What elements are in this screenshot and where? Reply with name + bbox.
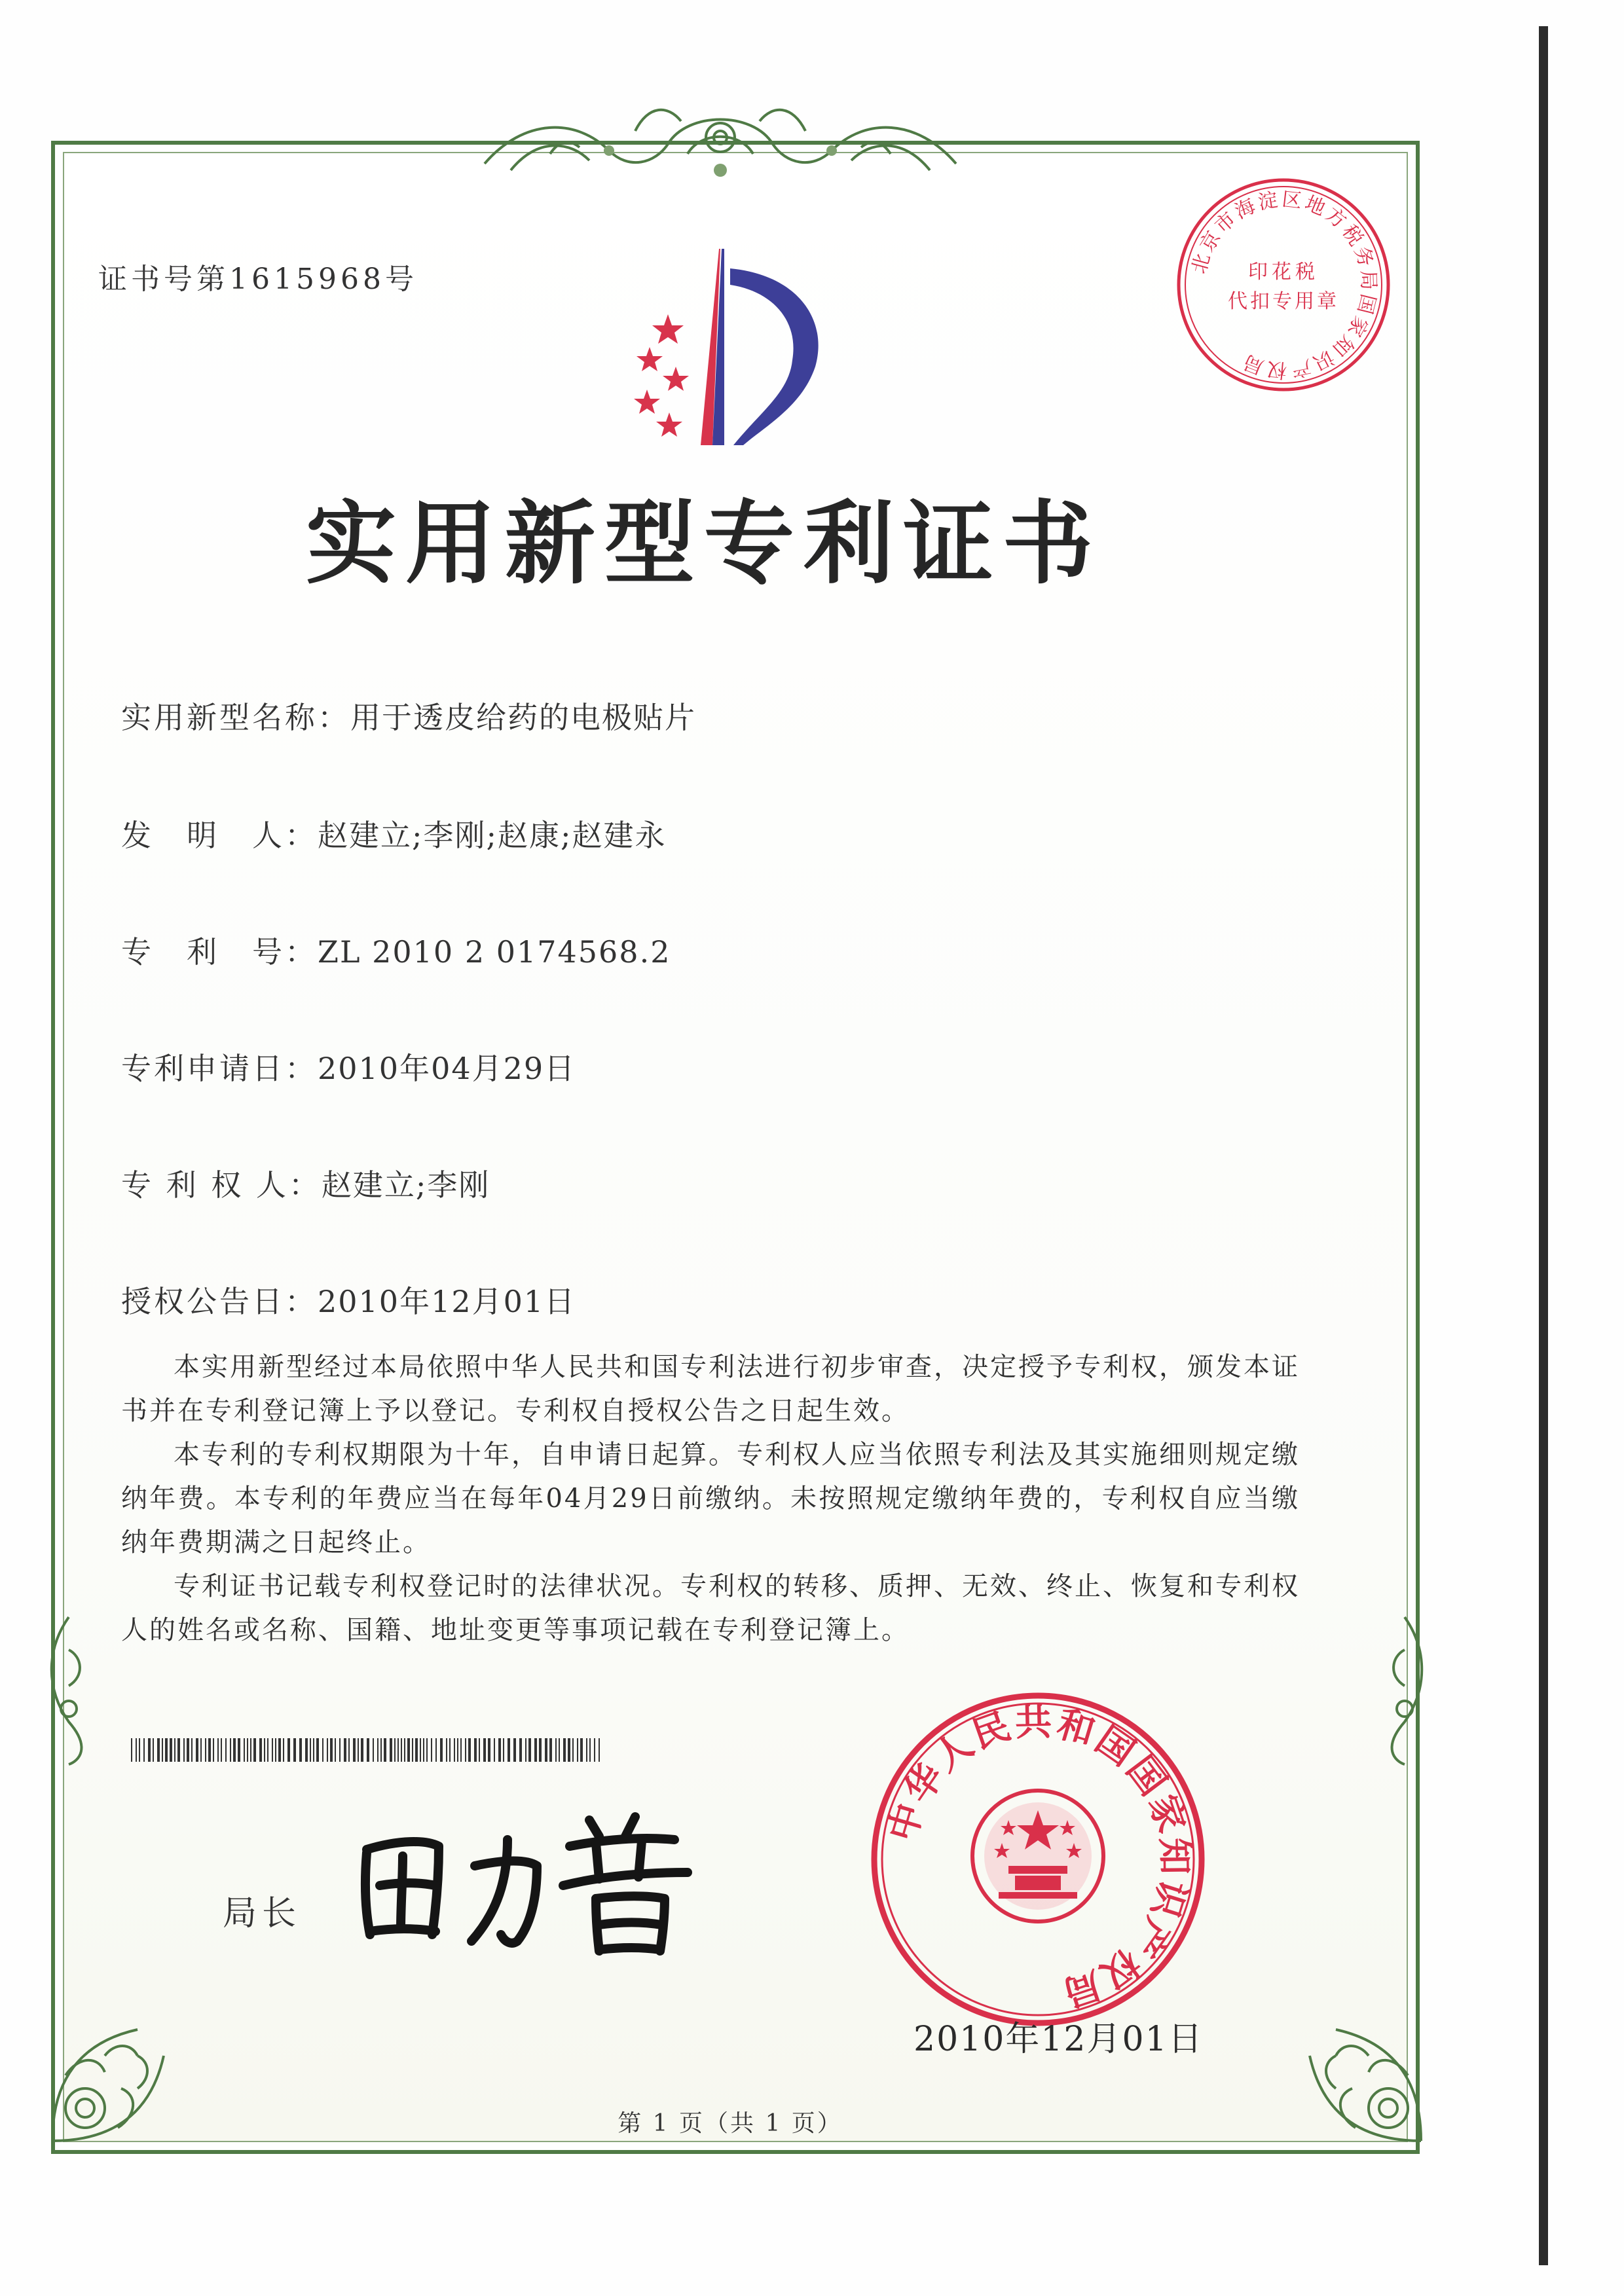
barcode-bar bbox=[589, 1738, 591, 1762]
barcode-bar bbox=[449, 1738, 451, 1762]
field-value: 用于透皮给药的电极贴片 bbox=[350, 700, 696, 735]
barcode-bar bbox=[494, 1738, 495, 1762]
barcode-bar bbox=[468, 1738, 471, 1762]
barcode-bar bbox=[377, 1738, 378, 1762]
barcode-bar bbox=[139, 1738, 140, 1762]
top-ornament-icon bbox=[471, 92, 969, 190]
barcode-bar bbox=[305, 1738, 308, 1762]
barcode-bar bbox=[457, 1738, 458, 1762]
barcode-bar bbox=[213, 1738, 214, 1762]
barcode-bar bbox=[327, 1738, 328, 1762]
barcode-bar bbox=[267, 1738, 268, 1762]
barcode-bar bbox=[519, 1738, 522, 1762]
barcode-bar bbox=[465, 1738, 466, 1762]
barcode-bar bbox=[339, 1738, 341, 1762]
barcode-bar bbox=[157, 1738, 160, 1762]
barcode-bar bbox=[507, 1738, 510, 1762]
field-label: 发 明 人： bbox=[121, 818, 318, 853]
tax-seal-stamp bbox=[1172, 173, 1395, 396]
barcode-bar bbox=[264, 1738, 265, 1762]
barcode-bar bbox=[283, 1738, 284, 1762]
tax-seal-ring-text: 北京市海淀区地方税务局国家知识产权局 bbox=[1187, 188, 1380, 382]
body-paragraph: 本实用新型经过本局依照中华人民共和国专利法进行初步审查，决定授予专利权，颁发本证书并在专利登记簿上予以登记。专利权自授权公告之日起生效。 bbox=[121, 1352, 1300, 1426]
barcode-bar bbox=[247, 1738, 248, 1762]
svg-text:北京市海淀区地方税务局国家知识产权局 bbox=[1188, 188, 1380, 382]
barcode-bar bbox=[435, 1738, 437, 1762]
barcode-bar bbox=[563, 1738, 566, 1762]
barcode-bar bbox=[594, 1738, 595, 1762]
office-seal-ring-text: 中华人民共和国国家知识产权局 bbox=[880, 1700, 1197, 2016]
barcode-bar bbox=[479, 1738, 480, 1762]
certificate-number: 证书号第1615968号 bbox=[98, 263, 418, 296]
barcode-bar bbox=[423, 1738, 424, 1762]
certificate-title: 实用新型专利证书 bbox=[305, 490, 1102, 596]
barcode-bar bbox=[407, 1738, 410, 1762]
barcode-bar bbox=[221, 1738, 222, 1762]
field-value: ZL 2010 2 0174568.2 bbox=[318, 934, 671, 970]
barcode-bar bbox=[196, 1738, 198, 1762]
patent-office-seal-stamp bbox=[868, 1689, 1208, 2030]
barcode-bar bbox=[353, 1738, 356, 1762]
body-paragraph: 专利证书记载专利权登记时的法律状况。专利权的转移、质押、无效、终止、恢复和专利权人的姓名或名称、国籍、地址变更等事项记载在专利登记簿上。 bbox=[121, 1571, 1300, 1645]
barcode-bar bbox=[549, 1738, 552, 1762]
barcode-bar bbox=[278, 1738, 281, 1762]
barcode-bar bbox=[259, 1738, 262, 1762]
tax-seal-center-text-2: 代扣专用章 bbox=[1228, 290, 1339, 313]
field-label: 专 利 权 人： bbox=[121, 1167, 322, 1203]
barcode-bar bbox=[272, 1738, 273, 1762]
barcode-bar bbox=[446, 1738, 447, 1762]
barcode-bar bbox=[293, 1738, 296, 1762]
barcode-bar bbox=[474, 1738, 477, 1762]
side-ornament-icon bbox=[1375, 1611, 1434, 1768]
field-utility-model-name bbox=[121, 694, 696, 737]
issue-date: 2010年12月01日 bbox=[913, 2020, 1204, 2059]
barcode-bar bbox=[367, 1738, 369, 1762]
page-number: 第 1 页（共 1 页） bbox=[618, 2110, 843, 2137]
field-label: 专利申请日： bbox=[121, 1051, 318, 1086]
barcode-bar bbox=[230, 1738, 231, 1762]
field-value: 赵建立;李刚;赵康;赵建永 bbox=[318, 818, 667, 853]
barcode-bar bbox=[394, 1738, 396, 1762]
barcode bbox=[131, 1738, 602, 1762]
director-signature bbox=[341, 1794, 707, 1964]
barcode-bar bbox=[177, 1738, 180, 1762]
barcode-bar bbox=[580, 1738, 583, 1762]
barcode-bar bbox=[401, 1738, 402, 1762]
barcode-bar bbox=[545, 1738, 547, 1762]
barcode-bar bbox=[568, 1738, 570, 1762]
tax-seal-center-text: 印花税 bbox=[1248, 261, 1319, 283]
barcode-bar bbox=[525, 1738, 526, 1762]
field-value: 2010年04月29日 bbox=[318, 1051, 576, 1086]
barcode-bar bbox=[170, 1738, 172, 1762]
certificate-body bbox=[121, 1345, 1300, 1652]
field-filing-date bbox=[121, 1045, 576, 1088]
director-label: 局长 bbox=[223, 1894, 302, 1933]
barcode-bar bbox=[287, 1738, 290, 1762]
barcode-bar bbox=[384, 1738, 386, 1762]
barcode-bar bbox=[426, 1738, 428, 1762]
barcode-bar bbox=[162, 1738, 163, 1762]
field-label: 专 利 号： bbox=[121, 934, 318, 970]
patent-office-logo-icon bbox=[602, 249, 851, 458]
barcode-bar bbox=[253, 1738, 256, 1762]
barcode-bar bbox=[454, 1738, 455, 1762]
barcode-bar bbox=[208, 1738, 211, 1762]
barcode-bar bbox=[174, 1738, 175, 1762]
barcode-bar bbox=[483, 1738, 486, 1762]
field-label: 授权公告日： bbox=[121, 1284, 318, 1319]
barcode-bar bbox=[250, 1738, 251, 1762]
barcode-bar bbox=[498, 1738, 501, 1762]
barcode-bar bbox=[187, 1738, 189, 1762]
barcode-bar bbox=[244, 1738, 245, 1762]
barcode-bar bbox=[153, 1738, 154, 1762]
scan-edge-bar bbox=[1539, 26, 1548, 2265]
barcode-bar bbox=[335, 1738, 336, 1762]
barcode-bar bbox=[599, 1738, 600, 1762]
barcode-bar bbox=[380, 1738, 382, 1762]
barcode-bar bbox=[200, 1738, 202, 1762]
barcode-bar bbox=[238, 1738, 240, 1762]
field-value: 2010年12月01日 bbox=[318, 1284, 576, 1319]
barcode-bar bbox=[404, 1738, 405, 1762]
barcode-bar bbox=[488, 1738, 490, 1762]
barcode-bar bbox=[344, 1738, 346, 1762]
barcode-bar bbox=[148, 1738, 151, 1762]
barcode-bar bbox=[420, 1738, 421, 1762]
field-grant-date bbox=[121, 1278, 576, 1321]
barcode-bar bbox=[322, 1738, 323, 1762]
barcode-bar bbox=[390, 1738, 392, 1762]
barcode-bar bbox=[373, 1738, 374, 1762]
field-patentee bbox=[121, 1161, 490, 1205]
field-label: 实用新型名称： bbox=[121, 700, 350, 735]
barcode-bar bbox=[415, 1738, 418, 1762]
barcode-bar bbox=[225, 1738, 227, 1762]
barcode-bar bbox=[440, 1738, 443, 1762]
barcode-bar bbox=[361, 1738, 363, 1762]
barcode-bar bbox=[131, 1738, 132, 1762]
barcode-bar bbox=[233, 1738, 236, 1762]
barcode-bar bbox=[348, 1738, 350, 1762]
field-inventors bbox=[121, 812, 667, 855]
barcode-bar bbox=[528, 1738, 531, 1762]
side-ornament-icon bbox=[39, 1611, 98, 1768]
barcode-bar bbox=[310, 1738, 311, 1762]
barcode-bar bbox=[534, 1738, 537, 1762]
barcode-bar bbox=[539, 1738, 542, 1762]
barcode-bar bbox=[183, 1738, 185, 1762]
field-value: 赵建立;李刚 bbox=[321, 1167, 490, 1203]
barcode-bar bbox=[330, 1738, 333, 1762]
barcode-bar bbox=[358, 1738, 359, 1762]
barcode-bar bbox=[143, 1738, 145, 1762]
barcode-bar bbox=[431, 1738, 432, 1762]
barcode-bar bbox=[275, 1738, 276, 1762]
barcode-bar bbox=[503, 1738, 504, 1762]
barcode-bar bbox=[586, 1738, 587, 1762]
barcode-bar bbox=[460, 1738, 462, 1762]
body-paragraph: 本专利的专利权期限为十年，自申请日起算。专利权人应当依照专利法及其实施细则规定缴纳年费。本专利的年费应当在每年04月29日前缴纳。未按照规定缴纳年费的，专利权自应当缴纳年费期满之日起终止。 bbox=[121, 1440, 1300, 1558]
barcode-bar bbox=[577, 1738, 578, 1762]
barcode-bar bbox=[313, 1738, 314, 1762]
barcode-bar bbox=[191, 1738, 193, 1762]
field-patent-number bbox=[121, 928, 671, 972]
barcode-bar bbox=[316, 1738, 319, 1762]
barcode-bar bbox=[555, 1738, 557, 1762]
barcode-bar bbox=[136, 1738, 137, 1762]
barcode-bar bbox=[513, 1738, 516, 1762]
barcode-bar bbox=[165, 1738, 168, 1762]
barcode-bar bbox=[572, 1738, 574, 1762]
barcode-bar bbox=[217, 1738, 219, 1762]
barcode-bar bbox=[205, 1738, 206, 1762]
barcode-bar bbox=[559, 1738, 560, 1762]
barcode-bar bbox=[412, 1738, 413, 1762]
barcode-bar bbox=[299, 1738, 302, 1762]
barcode-bar bbox=[397, 1738, 399, 1762]
